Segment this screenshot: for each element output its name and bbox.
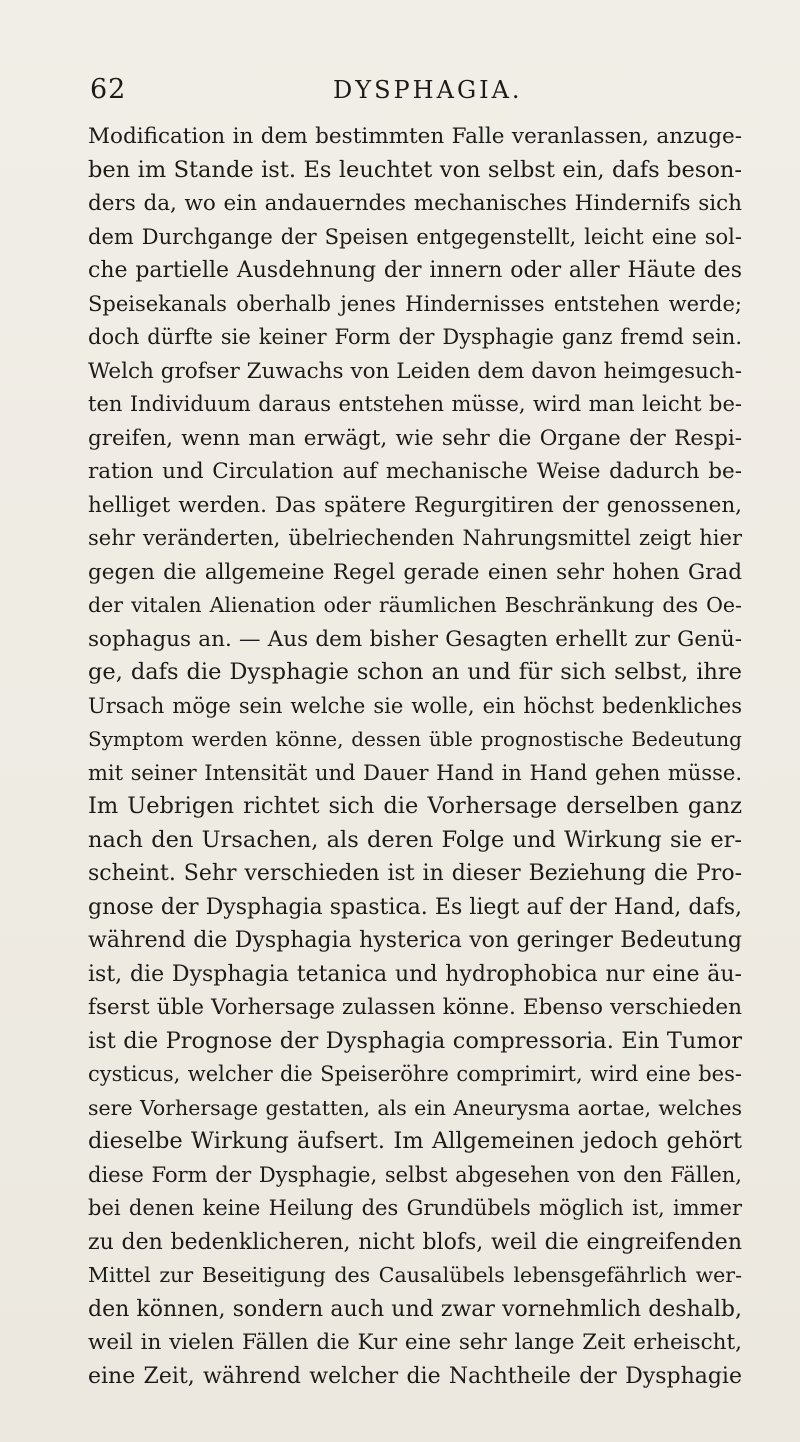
text-line: sehr veränderten, übelriechenden Nahrungsmittel zeigt hier: [88, 526, 742, 550]
text-line: Speisekanals oberhalb jenes Hindernisses entstehen werde;: [88, 291, 742, 316]
text-line: dem Durchgange der Speisen entgegenstellt, leicht eine sol-: [88, 224, 742, 249]
running-title: DYSPHAGIA.: [333, 76, 523, 104]
text-line: Mittel zur Beseitigung des Causalübels lebensgefährlich wer-: [88, 1263, 742, 1287]
text-line: dieselbe Wirkung äufsert. Im Allgemeinen jedoch gehört: [88, 1128, 742, 1154]
text-line: ist die Prognose der Dysphagia compressoria. Ein Tumor: [88, 1027, 742, 1054]
page-number: 62: [90, 74, 127, 105]
text-line: helliget werden. Das spätere Regurgitiren der genossenen,: [88, 492, 742, 518]
text-line: doch dürfte sie keiner Form der Dysphagie ganz fremd sein.: [88, 325, 742, 349]
text-line: sophagus an. — Aus dem bisher Gesagten erhellt zur Genü-: [88, 626, 742, 652]
text-line: sere Vorhersage gestatten, als ein Aneurysma aortae, welches: [88, 1095, 742, 1120]
text-line: Welch grofser Zuwachs von Leiden dem davon heimgesuch-: [88, 358, 742, 384]
text-line: ten Individuum daraus entstehen müsse, wird man leicht be-: [88, 392, 742, 416]
text-line: mit seiner Intensität und Dauer Hand in Hand gehen müsse.: [88, 760, 742, 785]
page-header: [0, 74, 800, 114]
text-line: Symptom werden könne, dessen üble prognostische Bedeutung: [88, 727, 742, 751]
text-line: ders da, wo ein andauerndes mechanisches Hindernifs sich: [88, 191, 742, 216]
text-line: ist, die Dysphagia tetanica und hydrophobica nur eine äu-: [88, 961, 742, 987]
text-line: nach den Ursachen, als deren Folge und Wirkung sie er-: [88, 826, 742, 853]
text-line: che partielle Ausdehnung der innern oder aller Häute des: [88, 258, 742, 283]
text-line: gnose der Dysphagia spastica. Es liegt auf der Hand, dafs,: [88, 894, 742, 920]
text-line: ben im Stande ist. Es leuchtet von selbst ein, dafs beson-: [88, 156, 742, 183]
text-line: während die Dysphagia hysterica von geringer Bedeutung: [88, 928, 742, 953]
text-line: zu den bedenklicheren, nicht blofs, weil die eingreifenden: [88, 1229, 742, 1255]
text-line: fserst üble Vorhersage zulassen könne. Ebenso verschieden: [88, 995, 742, 1020]
text-line: diese Form der Dysphagie, selbst abgesehen von den Fällen,: [88, 1162, 742, 1187]
text-line: ge, dafs die Dysphagie schon an und für sich selbst, ihre: [88, 659, 742, 685]
text-line: weil in vielen Fällen die Kur eine sehr lange Zeit erheischt,: [88, 1330, 742, 1355]
text-line: Modification in dem bestimmten Falle veranlassen, anzuge-: [88, 124, 742, 149]
text-line: bei denen keine Heilung des Grundübels möglich ist, immer: [88, 1196, 742, 1220]
text-line: greifen, wenn man erwägt, wie sehr die Organe der Respi-: [88, 425, 742, 451]
text-line: gegen die allgemeine Regel gerade einen sehr hohen Grad: [88, 559, 742, 585]
text-line: cysticus, welcher die Speiseröhre comprimirt, wird eine bes-: [88, 1062, 742, 1086]
text-line: Ursach möge sein welche sie wolle, ein höchst bedenkliches: [88, 693, 742, 718]
text-line: der vitalen Alienation oder räumlichen Beschränkung des Oe-: [88, 593, 742, 617]
text-line: eine Zeit, während welcher die Nachtheile der Dysphagie: [88, 1363, 742, 1389]
text-line: ration und Circulation auf mechanische Weise dadurch be-: [88, 459, 742, 484]
body-text: [88, 120, 742, 1393]
text-line: scheint. Sehr verschieden ist in dieser Beziehung die Pro-: [88, 861, 742, 886]
text-line: den können, sondern auch und zwar vornehmlich deshalb,: [88, 1296, 742, 1322]
text-line: Im Uebrigen richtet sich die Vorhersage derselben ganz: [88, 793, 742, 819]
